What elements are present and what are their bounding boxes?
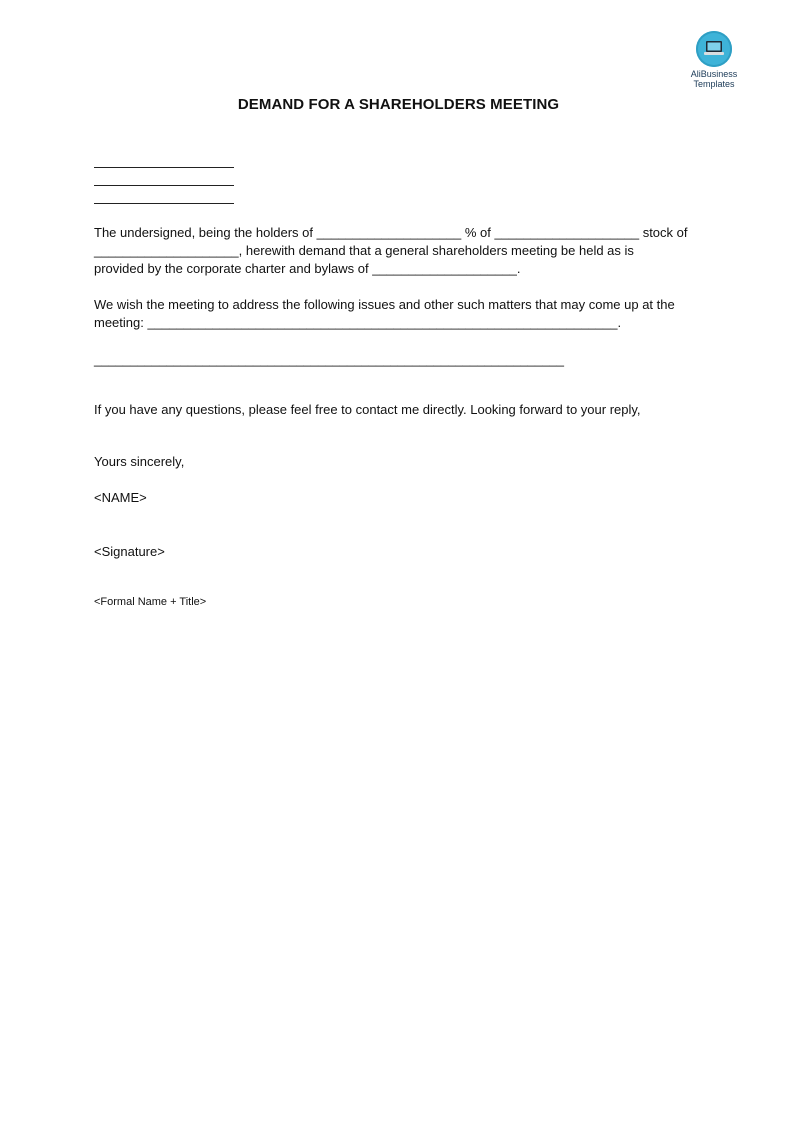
paragraph-issues (94, 296, 700, 332)
paragraph-holders-line-3: provided by the corporate charter and bylaws of ____________________. (94, 261, 521, 276)
address-line-2 (94, 185, 234, 186)
closing-text: If you have any questions, please feel free to contact me directly. Looking forward to your reply, (94, 402, 641, 417)
issues-underline: _________________________________________________________________ (94, 352, 564, 367)
address-line-3 (94, 203, 234, 204)
paragraph-holders-line-1: The undersigned, being the holders of ____________________ % of ____________________ stock of (94, 225, 688, 240)
logo-line-2: Templates (693, 79, 735, 89)
sign-off: Yours sincerely, (94, 454, 185, 469)
alibusiness-logo (681, 31, 747, 89)
paragraph-holders (94, 224, 700, 278)
document-title: DEMAND FOR A SHAREHOLDERS MEETING (237, 96, 560, 113)
paragraph-issues-line-2: meeting: _________________________________________________________________. (94, 315, 622, 330)
paragraph-issues-line-1: We wish the meeting to address the following issues and other such matters that may come up at the (94, 297, 675, 312)
signature-placeholder: <Signature> (94, 544, 165, 559)
formal-name-title: <Formal Name + Title> (94, 596, 207, 608)
paragraph-holders-line-2: ____________________, herewith demand that a general shareholders meeting be held as is (94, 243, 634, 258)
address-line-1 (94, 167, 234, 168)
logo-text (681, 69, 747, 89)
laptop-icon (696, 31, 732, 67)
name-placeholder: <NAME> (94, 490, 147, 505)
logo-line-1: AliBusiness (690, 69, 738, 79)
